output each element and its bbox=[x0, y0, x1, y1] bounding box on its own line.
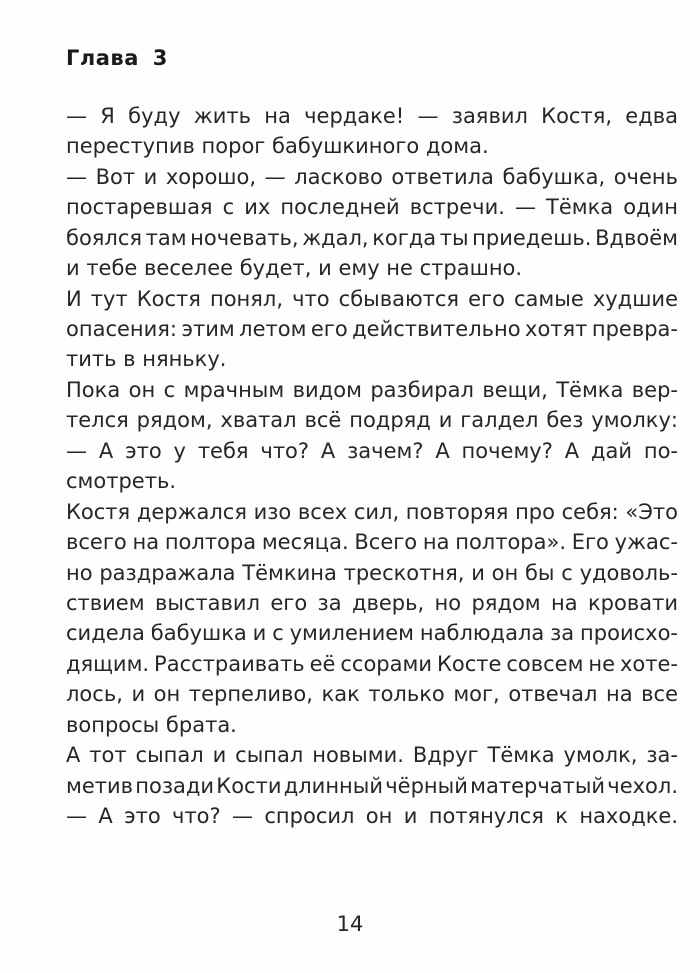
text-line: боялся там ночевать, ждал, когда ты приедешь. Вдвоём bbox=[66, 226, 678, 250]
text-line: но раздражала Тёмкина трескотня, и он бы с удоволь- bbox=[66, 561, 678, 585]
text-line: постаревшая с их последней встречи. — Тёмка один bbox=[66, 195, 678, 219]
text-line: сидела бабушка и с умилением наблюдала за происхо- bbox=[66, 621, 678, 645]
text-line: опасения: этим летом его действительно хотят превра- bbox=[66, 317, 678, 341]
text-line: И тут Костя понял, что сбываются его самые худшие bbox=[66, 287, 678, 311]
text-line: всего на полтора месяца. Всего на полтора». Его ужас- bbox=[66, 530, 678, 554]
text-line: метив позади Кости длинный чёрный матерчатый чехол. bbox=[66, 774, 678, 798]
page-number: 14 bbox=[336, 912, 364, 936]
text-line: — А это что? — спросил он и потянулся к находке. bbox=[66, 804, 678, 828]
text-line: тить в няньку. bbox=[66, 347, 227, 371]
text-line: Костя держался изо всех сил, повторяя про себя: «Это bbox=[66, 500, 678, 524]
text-line: — А это у тебя что? А зачем? А почему? А дай по- bbox=[66, 439, 678, 463]
text-line: телся рядом, хватал всё подряд и галдел без умолку: bbox=[66, 408, 678, 432]
text-line: вопросы брата. bbox=[66, 713, 237, 737]
text-line: ствием выставил его за дверь, но рядом на кровати bbox=[66, 591, 678, 615]
text-line: лось, и он терпеливо, как только мог, отвечал на все bbox=[66, 682, 678, 706]
chapter-title: Глава 3 bbox=[66, 46, 168, 70]
text-line: и тебе веселее будет, и ему не страшно. bbox=[66, 256, 523, 280]
text-line: — Вот и хорошо, — ласково ответила бабушка, очень bbox=[66, 165, 678, 189]
text-line: смотреть. bbox=[66, 469, 177, 493]
text-line: переступив порог бабушкиного дома. bbox=[66, 134, 489, 158]
text-line: А тот сыпал и сыпал новыми. Вдруг Тёмка умолк, за- bbox=[66, 743, 678, 767]
text-line: Пока он с мрачным видом разбирал вещи, Тёмка вер- bbox=[66, 378, 678, 402]
text-line: — Я буду жить на чердаке! — заявил Костя, едва bbox=[66, 104, 678, 128]
text-line: дящим. Расстраивать её ссорами Косте совсем не хоте- bbox=[66, 652, 678, 676]
